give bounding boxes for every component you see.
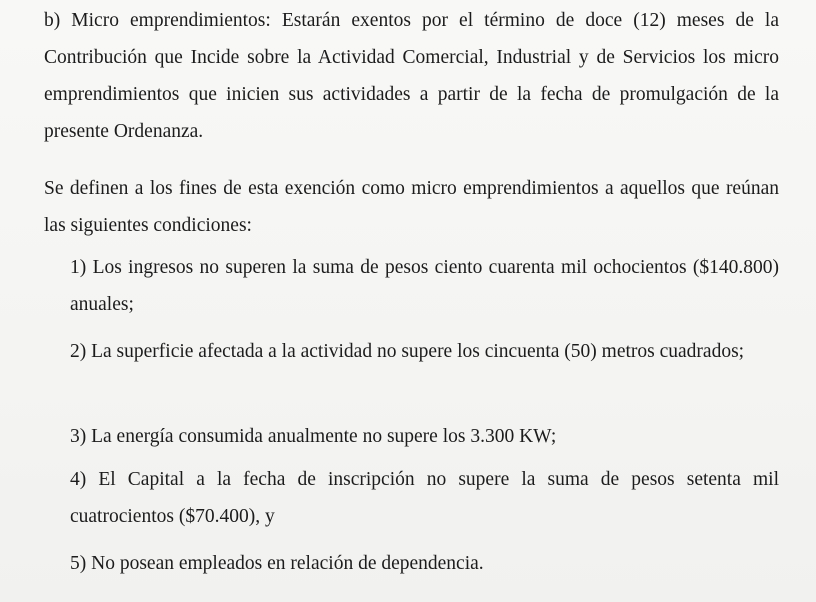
condition-item-5: 5) No posean empleados en relación de dependencia. — [70, 553, 484, 574]
paragraph-b-micro-emprendimientos: b) Micro emprendimientos: Estarán exentos por el término de doce (12) meses de la Contribución que Incide sobre la Actividad Comercial, Industrial y de Servicios los micro emprendimientos que inicien sus actividades a partir de la fecha de promulgación de la presente Ordenanza. — [44, 10, 779, 142]
condition-item-3: 3) La energía consumida anualmente no supere los 3.300 KW; — [70, 426, 557, 447]
condition-item-4: 4) El Capital a la fecha de inscripción no supere la suma de pesos setenta mil cuatrocientos ($70.400), y — [70, 469, 779, 527]
condition-item-2: 2) La superficie afectada a la actividad no supere los cincuenta (50) metros cuadrados; — [70, 341, 745, 362]
condition-item-1: 1) Los ingresos no superen la suma de pesos ciento cuarenta mil ochocientos ($140.800) anuales; — [70, 257, 779, 315]
definition-paragraph: Se definen a los fines de esta exención como micro emprendimientos a aquellos que reúnan las siguientes condiciones: — [44, 178, 779, 236]
